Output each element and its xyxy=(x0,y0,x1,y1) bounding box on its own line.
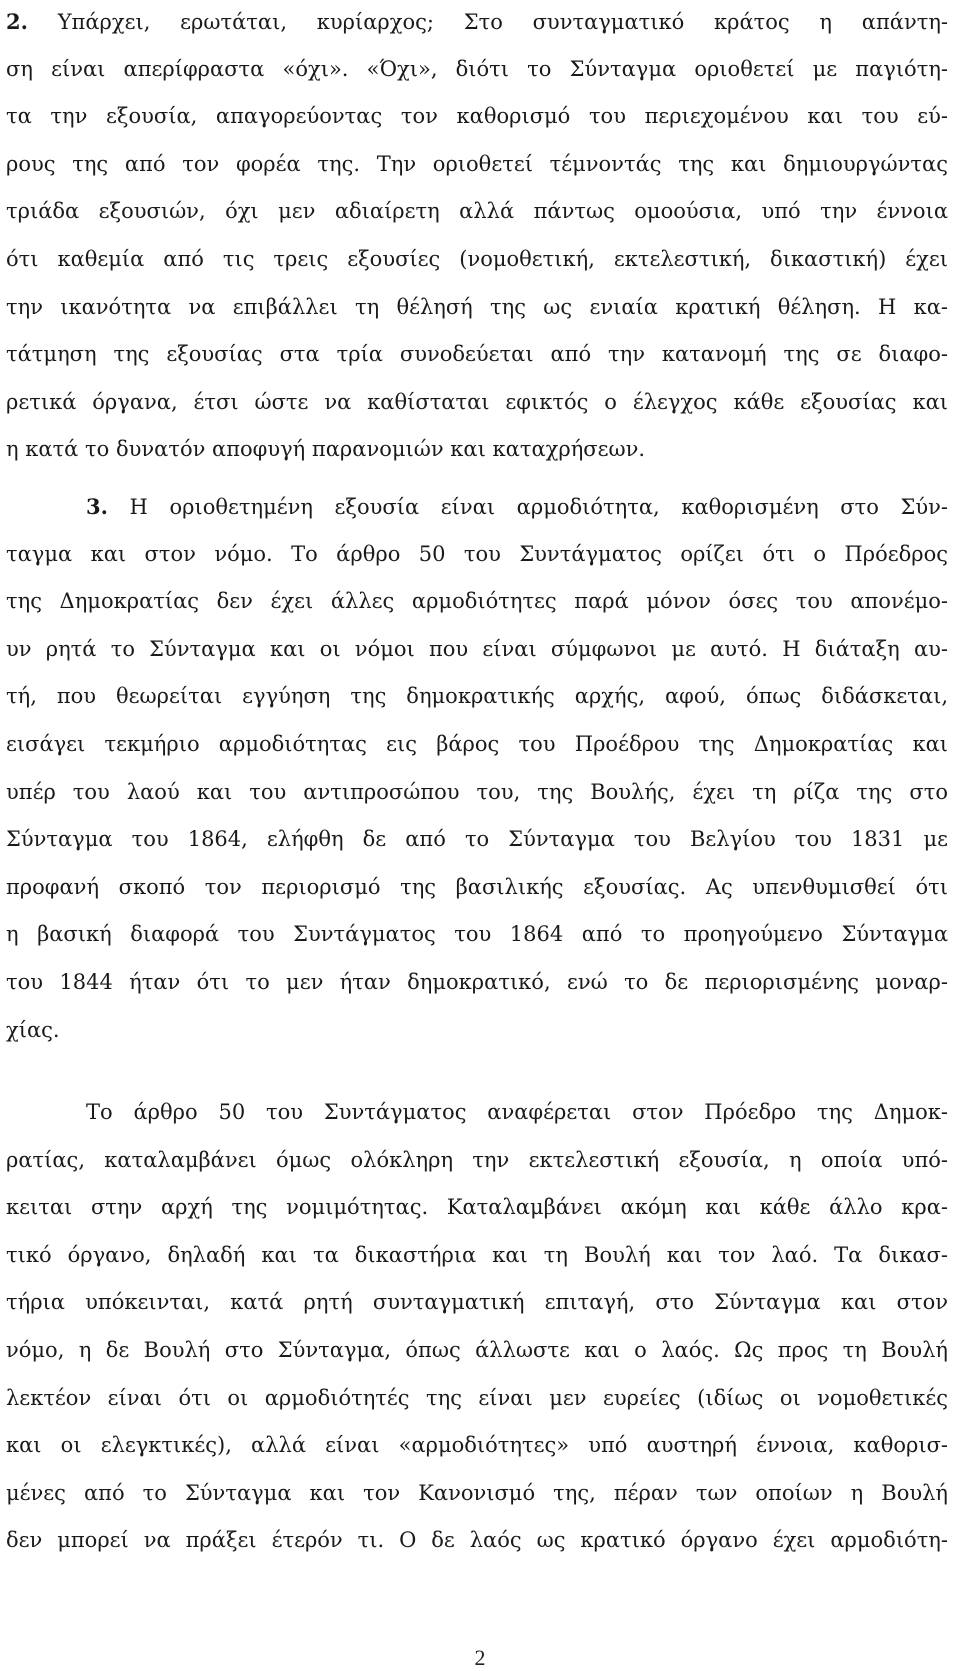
paragraph-2 xyxy=(6,0,948,474)
text-line: λεκτέον είναι ότι οι αρμοδιότητές της είναι μεν ευρείες (ιδίως οι νομοθετικές xyxy=(6,1385,948,1410)
page-number: 2 xyxy=(474,1645,486,1670)
text-line: ρους της από τον φορέα της. Την οριοθετεί τέμνοντάς της και δημιουργώντας xyxy=(6,151,948,176)
text-line: Σύνταγμα του 1864, ελήφθη δε από το Σύνταγμα του Βελγίου του 1831 με xyxy=(6,827,948,852)
paragraph-4 xyxy=(6,1089,948,1565)
text-line: τή, που θεωρείται εγγύηση της δημοκρατικής αρχής, αφού, όπως διδάσκεται, xyxy=(6,684,948,709)
text-line: ση είναι απερίφραστα «όχι». «Όχι», διότι το Σύνταγμα οριοθετεί με παγιότη- xyxy=(6,56,948,81)
text-line: δεν μπορεί να πράξει έτερόν τι. Ο δε λαός ως κρατικό όργανο έχει αρμοδιότη- xyxy=(6,1528,948,1553)
text-line: εισάγει τεκμήριο αρμοδιότητας εις βάρος του Προέδρου της Δημοκρατίας και xyxy=(6,731,948,756)
text-line: η κατά το δυνατόν αποφυγή παρανομιών και καταχρήσεων. xyxy=(6,437,646,462)
paragraph-number: 2. xyxy=(6,9,28,34)
text-line: κειται στην αρχή της νομιμότητας. Καταλαμβάνει ακόμη και κάθε άλλο κρα- xyxy=(6,1195,948,1220)
text-line: και οι ελεγκτικές), αλλά είναι «αρμοδιότητες» υπό αυστηρή έννοια, καθορισ- xyxy=(6,1433,948,1458)
text-line: ρατίας, καταλαμβάνει όμως ολόκληρη την εκτελεστική εξουσία, η οποία υπό- xyxy=(6,1147,948,1172)
text-line: ρετικά όργανα, έτσι ώστε να καθίσταται εφικτός ο έλεγχος κάθε εξουσίας και xyxy=(6,389,948,414)
text-line: 2. Υπάρχει, ερωτάται, κυρίαρχος; Στο συνταγματικό κράτος η απάντη- xyxy=(6,9,948,34)
text-line: τα την εξουσία, απαγορεύοντας τον καθορισμό του περιεχομένου και του εύ- xyxy=(6,104,948,129)
text-line: η βασική διαφορά του Συντάγματος του 1864 από το προηγούμενο Σύνταγμα xyxy=(6,922,948,947)
text-line: χίας. xyxy=(6,1017,60,1042)
text-line: Το άρθρο 50 του Συντάγματος αναφέρεται στον Πρόεδρο της Δημοκ- xyxy=(86,1100,948,1124)
paragraph-3 xyxy=(6,483,948,1054)
text-line: τριάδα εξουσιών, όχι μεν αδιαίρετη αλλά πάντως ομοούσια, υπό την έννοια xyxy=(6,199,948,224)
text-line: υν ρητά το Σύνταγμα και οι νόμοι που είναι σύμφωνοι με αυτό. Η διάταξη αυ- xyxy=(6,636,948,661)
text-line: ταγμα και στον νόμο. Το άρθρο 50 του Συντάγματος ορίζει ότι ο Πρόεδρος xyxy=(6,541,948,566)
text-line: προφανή σκοπό τον περιορισμό της βασιλικής εξουσίας. Ας υπενθυμισθεί ότι xyxy=(6,874,948,899)
text-line: υπέρ του λαού και του αντιπροσώπου του, της Βουλής, έχει τη ρίζα της στο xyxy=(6,779,948,804)
text-line: τικό όργανο, δηλαδή και τα δικαστήρια και τη Βουλή και τον λαό. Τα δικασ- xyxy=(6,1242,948,1267)
text-line: ότι καθεμία από τις τρεις εξουσίες (νομοθετική, εκτελεστική, δικαστική) έχει xyxy=(6,246,948,271)
text-line: τήρια υπόκεινται, κατά ρητή συνταγματική επιταγή, στο Σύνταγμα και στον xyxy=(6,1290,948,1315)
text-line: του 1844 ήταν ότι το μεν ήταν δημοκρατικό, ενώ το δε περιορισμένης μοναρ- xyxy=(6,969,948,994)
paragraph-number: 3. xyxy=(86,494,108,519)
text-line: τάτμηση της εξουσίας στα τρία συνοδεύεται από την κατανομή της σε διαφο- xyxy=(6,342,948,367)
text-line: 3. Η οριοθετημένη εξουσία είναι αρμοδιότητα, καθορισμένη στο Σύν- xyxy=(86,494,948,519)
text-line: της Δημοκρατίας δεν έχει άλλες αρμοδιότητες παρά μόνον όσες του απονέμο- xyxy=(6,589,948,614)
text-line: μένες από το Σύνταγμα και τον Κανονισμό της, πέραν των οποίων η Βουλή xyxy=(6,1480,948,1505)
text-line: την ικανότητα να επιβάλλει τη θέλησή της ως ενιαία κρατική θέληση. Η κα- xyxy=(6,294,948,319)
text-line: νόμο, η δε Βουλή στο Σύνταγμα, όπως άλλωστε και ο λαός. Ως προς τη Βουλή xyxy=(6,1337,948,1362)
